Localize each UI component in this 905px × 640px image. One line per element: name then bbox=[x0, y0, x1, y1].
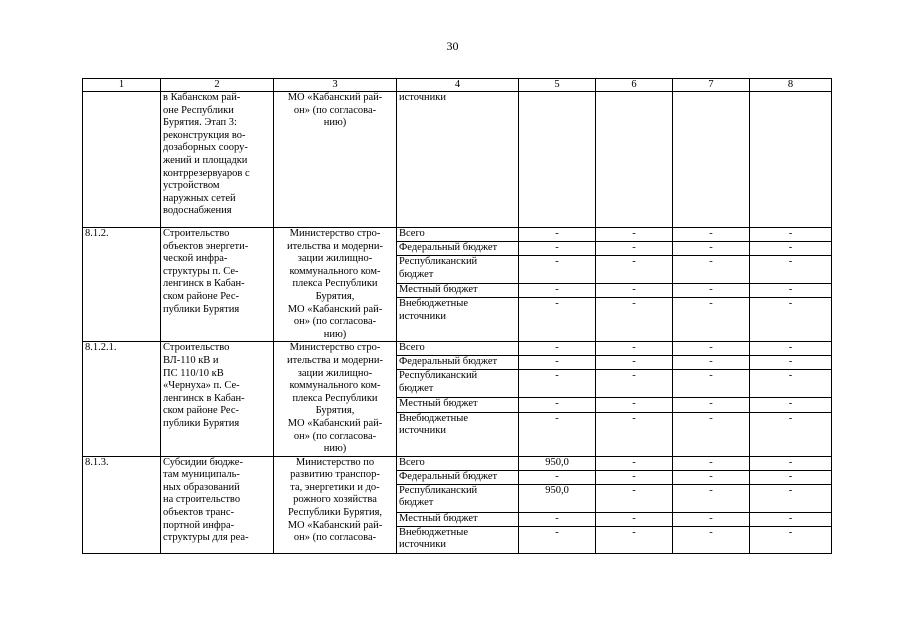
value-cell-v8: - bbox=[750, 470, 832, 484]
value-cell-v6: - bbox=[596, 284, 673, 298]
executor-cell bbox=[274, 92, 397, 228]
table-row bbox=[83, 92, 832, 228]
activity-name-cell bbox=[161, 456, 274, 553]
column-number-header: 7 bbox=[673, 79, 750, 92]
value-cell-v6: - bbox=[596, 228, 673, 242]
funding-source-cell bbox=[397, 342, 519, 356]
row-number-cell bbox=[83, 342, 161, 456]
value-cell-v6: - bbox=[596, 526, 673, 553]
funding-source-cell bbox=[397, 484, 519, 512]
value-cell-v6: - bbox=[596, 256, 673, 284]
value-cell-v5: - bbox=[519, 412, 596, 456]
value-cell-v8: - bbox=[750, 298, 832, 342]
value-cell-v7: - bbox=[673, 256, 750, 284]
value-cell-v5: - bbox=[519, 342, 596, 356]
value-cell-v6: - bbox=[596, 242, 673, 256]
value-cell-v6: - bbox=[596, 512, 673, 526]
funding-source-cell bbox=[397, 412, 519, 456]
column-number-header: 6 bbox=[596, 79, 673, 92]
program-table bbox=[82, 78, 832, 554]
value-cell-v8: - bbox=[750, 342, 832, 356]
activity-name-cell bbox=[161, 342, 274, 456]
value-cell-v6: - bbox=[596, 470, 673, 484]
value-cell-v7: - bbox=[673, 470, 750, 484]
value-cell-v7: - bbox=[673, 484, 750, 512]
value-cell-v8: - bbox=[750, 370, 832, 398]
executor-cell bbox=[274, 456, 397, 553]
funding-source-label: Внебюджетные источники bbox=[399, 526, 468, 551]
executor-cell bbox=[274, 342, 397, 456]
value-cell-v6: - bbox=[596, 398, 673, 412]
funding-source-cell bbox=[397, 242, 519, 256]
value-cell-v5 bbox=[519, 92, 596, 228]
funding-source-label: Всего bbox=[399, 456, 425, 468]
funding-source-label: Местный бюджет bbox=[399, 398, 478, 410]
executor-cell-text: Министерство по развитию транспор- та, энергетики и до- рожного хозяйства Республики Бурятия, МО «Кабанский рай- он» (по согласова- bbox=[287, 456, 383, 544]
value-cell-v6: - bbox=[596, 484, 673, 512]
funding-source-cell bbox=[397, 298, 519, 342]
executor-cell bbox=[274, 228, 397, 342]
value-cell-v8: - bbox=[750, 526, 832, 553]
column-number-row bbox=[83, 79, 832, 92]
funding-source-cell bbox=[397, 456, 519, 470]
value-cell-v5: 950,0 bbox=[519, 484, 596, 512]
funding-source-cell bbox=[397, 526, 519, 553]
funding-source-label: Всего bbox=[399, 342, 425, 354]
value-cell-v7: - bbox=[673, 284, 750, 298]
table-row bbox=[83, 456, 832, 470]
executor-cell-text: Министерство стро- ительства и модерни- зации жилищно- коммунального ком- плекса Республики Бурятия, МО «Кабанский рай- он» (по согласова- нию) bbox=[286, 228, 384, 340]
value-cell-v5: - bbox=[519, 512, 596, 526]
table-row bbox=[83, 228, 832, 242]
value-cell-v5: - bbox=[519, 370, 596, 398]
value-cell-v5: - bbox=[519, 242, 596, 256]
value-cell-v7: - bbox=[673, 370, 750, 398]
page-number: 30 bbox=[446, 39, 459, 53]
value-cell-v6 bbox=[596, 92, 673, 228]
value-cell-v7: - bbox=[673, 228, 750, 242]
column-number-header: 3 bbox=[274, 79, 397, 92]
value-cell-v7: - bbox=[673, 298, 750, 342]
funding-source-label: Местный бюджет bbox=[399, 512, 478, 524]
executor-cell-text: МО «Кабанский рай- он» (по согласова- нию) bbox=[287, 92, 383, 129]
funding-source-label: Федеральный бюджет bbox=[399, 242, 498, 254]
executor-cell-text: Министерство стро- ительства и модерни- зации жилищно- коммунального ком- плекса Республики Бурятия, МО «Кабанский рай- он» (по согласова- нию) bbox=[286, 342, 384, 455]
funding-source-cell bbox=[397, 92, 519, 228]
value-cell-v8: - bbox=[750, 242, 832, 256]
funding-source-label: Республиканский бюджет bbox=[399, 484, 478, 509]
funding-source-label: Всего bbox=[399, 228, 425, 239]
activity-name-cell bbox=[161, 228, 274, 342]
table-body bbox=[83, 79, 832, 554]
value-cell-v6: - bbox=[596, 342, 673, 356]
value-cell-v8: - bbox=[750, 484, 832, 512]
row-number-cell bbox=[83, 228, 161, 342]
value-cell-v7: - bbox=[673, 356, 750, 370]
value-cell-v8: - bbox=[750, 412, 832, 456]
value-cell-v6: - bbox=[596, 412, 673, 456]
activity-name-cell bbox=[161, 92, 274, 228]
funding-source-cell bbox=[397, 512, 519, 526]
funding-source-cell bbox=[397, 256, 519, 284]
funding-source-label: Внебюджетные источники bbox=[399, 412, 468, 437]
funding-source-cell bbox=[397, 370, 519, 398]
activity-name-cell-text: Субсидии бюдже- там муниципаль- ных образований на строительство объектов транс- портной инфра- структуры для реа- bbox=[163, 456, 249, 544]
funding-source-label: Федеральный бюджет bbox=[399, 356, 498, 368]
row-number-cell bbox=[83, 92, 161, 228]
value-cell-v5: 950,0 bbox=[519, 456, 596, 470]
value-cell-v8 bbox=[750, 92, 832, 228]
funding-source-label: Республиканский бюджет bbox=[399, 370, 478, 394]
funding-source-cell bbox=[397, 398, 519, 412]
column-number-header: 2 bbox=[161, 79, 274, 92]
value-cell-v6: - bbox=[596, 370, 673, 398]
funding-source-label: Республиканский бюджет bbox=[399, 256, 478, 280]
column-number-header: 8 bbox=[750, 79, 832, 92]
funding-source-cell bbox=[397, 356, 519, 370]
value-cell-v5: - bbox=[519, 256, 596, 284]
funding-source-cell bbox=[397, 284, 519, 298]
value-cell-v6: - bbox=[596, 298, 673, 342]
value-cell-v8: - bbox=[750, 256, 832, 284]
value-cell-v6: - bbox=[596, 456, 673, 470]
column-number-header: 1 bbox=[83, 79, 161, 92]
funding-source-cell bbox=[397, 470, 519, 484]
activity-name-cell-text: в Кабанском рай- оне Республики Бурятия. Этап 3: реконструкция во- дозаборных соору- жений и площадки контррезервуаров с устройством наружных сетей водоснабжения bbox=[163, 92, 250, 217]
value-cell-v8: - bbox=[750, 398, 832, 412]
value-cell-v5: - bbox=[519, 470, 596, 484]
value-cell-v7 bbox=[673, 92, 750, 228]
value-cell-v5: - bbox=[519, 356, 596, 370]
value-cell-v8: - bbox=[750, 356, 832, 370]
value-cell-v7: - bbox=[673, 526, 750, 553]
activity-name-cell-text: Строительство объектов энергети- ческой инфра- структуры п. Се- ленгинск в Кабан- ском районе Рес- публики Бурятия bbox=[163, 228, 249, 315]
value-cell-v5: - bbox=[519, 284, 596, 298]
funding-source-label: Местный бюджет bbox=[399, 284, 478, 296]
column-number-header: 4 bbox=[397, 79, 519, 92]
value-cell-v5: - bbox=[519, 298, 596, 342]
row-number-cell bbox=[83, 456, 161, 553]
value-cell-v8: - bbox=[750, 228, 832, 242]
value-cell-v8: - bbox=[750, 284, 832, 298]
row-number-cell-text: 8.1.3. bbox=[85, 456, 109, 468]
funding-source-cell bbox=[397, 228, 519, 242]
row-number-cell-text: 8.1.2.1. bbox=[85, 342, 117, 354]
value-cell-v7: - bbox=[673, 412, 750, 456]
funding-source-label: источники bbox=[399, 92, 446, 103]
value-cell-v8: - bbox=[750, 456, 832, 470]
value-cell-v7: - bbox=[673, 456, 750, 470]
column-number-header: 5 bbox=[519, 79, 596, 92]
funding-source-label: Федеральный бюджет bbox=[399, 470, 498, 482]
value-cell-v5: - bbox=[519, 228, 596, 242]
value-cell-v8: - bbox=[750, 512, 832, 526]
table-row bbox=[83, 342, 832, 356]
value-cell-v7: - bbox=[673, 242, 750, 256]
funding-source-label: Внебюджетные источники bbox=[399, 298, 468, 322]
value-cell-v7: - bbox=[673, 398, 750, 412]
row-number-cell-text: 8.1.2. bbox=[85, 228, 109, 239]
value-cell-v5: - bbox=[519, 398, 596, 412]
value-cell-v6: - bbox=[596, 356, 673, 370]
activity-name-cell-text: Строительство ВЛ-110 кВ и ПС 110/10 кВ «Чернуха» п. Се- ленгинск в Кабан- ском районе Рес- публики Бурятия bbox=[163, 342, 245, 429]
value-cell-v5: - bbox=[519, 526, 596, 553]
value-cell-v7: - bbox=[673, 342, 750, 356]
value-cell-v7: - bbox=[673, 512, 750, 526]
